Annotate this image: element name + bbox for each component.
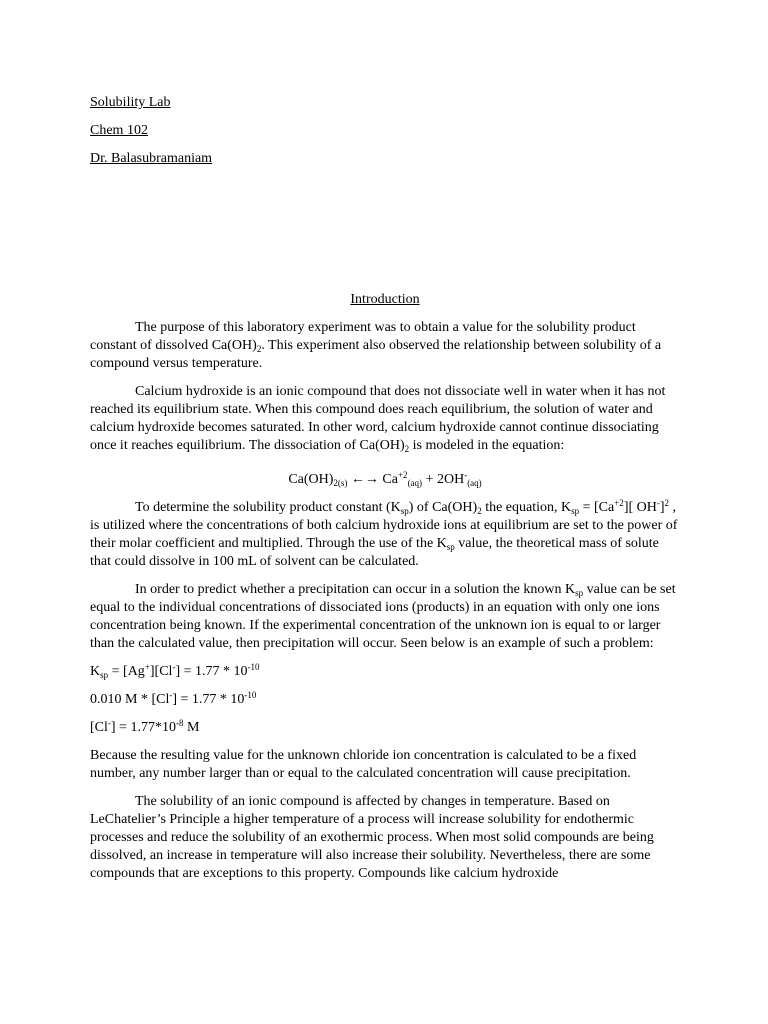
- example-equation-1: $K_{sp} = [Ag^+][Cl^-] = 1.77 * 10^{-10}$: [90, 662, 260, 680]
- section-heading: Introduction: [350, 292, 420, 307]
- dissociation-equation: $Ca(OH)_{2(s)}$ ←→ $Ca^{+2}_{(aq)} + 2OH^-_{(aq)}$: [288, 470, 482, 488]
- instructor-name: Dr. Balasubramaniam: [90, 151, 213, 166]
- main-body: [90, 291, 680, 893]
- example-equation-2: 0.010 $M * [Cl^-] = 1.77 * 10^{-10}$: [90, 690, 257, 707]
- paragraph-ksp: To determine the solubility product constant $(K_{sp})$ of $Ca(OH)_2$ the equation, $K_{sp} = [Ca^{+2}]$[ OH-]$^2$ , is utilized where the concentrations of both calcium hydroxide ions at equilibrium are set to the power of their molar coefficient and multiplied. Through the use of the $K_{sp}$ value, the theoretical mass of solute that could dissolve in 100 mL of solvent can be calculated.: [90, 498, 678, 569]
- paragraph-precipitation: In order to predict whether a precipitation can occur in a solution the known $K_{sp}$ value can be set equal to the individual concentrations of dissociated ions (products) in an equation with only one ions concentration being known. If the experimental concentration of the unknown ion is equal to or larger than the calculated value, then precipitation will occur. Seen below is an example of such a problem:: [90, 582, 676, 651]
- document-title: Solubility Lab: [90, 95, 171, 110]
- paragraph-temperature: The solubility of an ionic compound is affected by changes in temperature. Based on LeChatelier’s Principle a higher temperature of a process will increase solubility for endothermic processes and reduce the solubility of an exothermic process. When most solid compounds are being dissolved, an increase in temperature will also increase their solubility. Nevertheless, there are some compounds that are exceptions to this property. Compounds like calcium hydroxide: [90, 794, 654, 881]
- paragraph-calcium-hydroxide: Calcium hydroxide is an ionic compound that does not dissociate well in water when it has not reached its equilibrium state. When this compound does reach equilibrium, the solution of water and calcium hydroxide becomes saturated. In other word, calcium hydroxide cannot continue dissociating once it reaches equilibrium. The dissociation of $Ca(OH)_2$ is modeled in the equation:: [90, 384, 666, 454]
- course-name: Chem 102: [90, 123, 148, 138]
- example-equation-3: $[Cl^-] = 1.77*10^{-8}$ M: [90, 718, 200, 735]
- paragraph-chloride-result: Because the resulting value for the unknown chloride ion concentration is calculated to be a fixed number, any number larger than or equal to the calculated concentration will cause precipitation.: [90, 748, 637, 781]
- paragraph-purpose: The purpose of this laboratory experiment was to obtain a value for the solubility product constant of dissolved $Ca(OH)_2$. This experiment also observed the relationship between solubility of a compound versus temperature.: [90, 320, 662, 371]
